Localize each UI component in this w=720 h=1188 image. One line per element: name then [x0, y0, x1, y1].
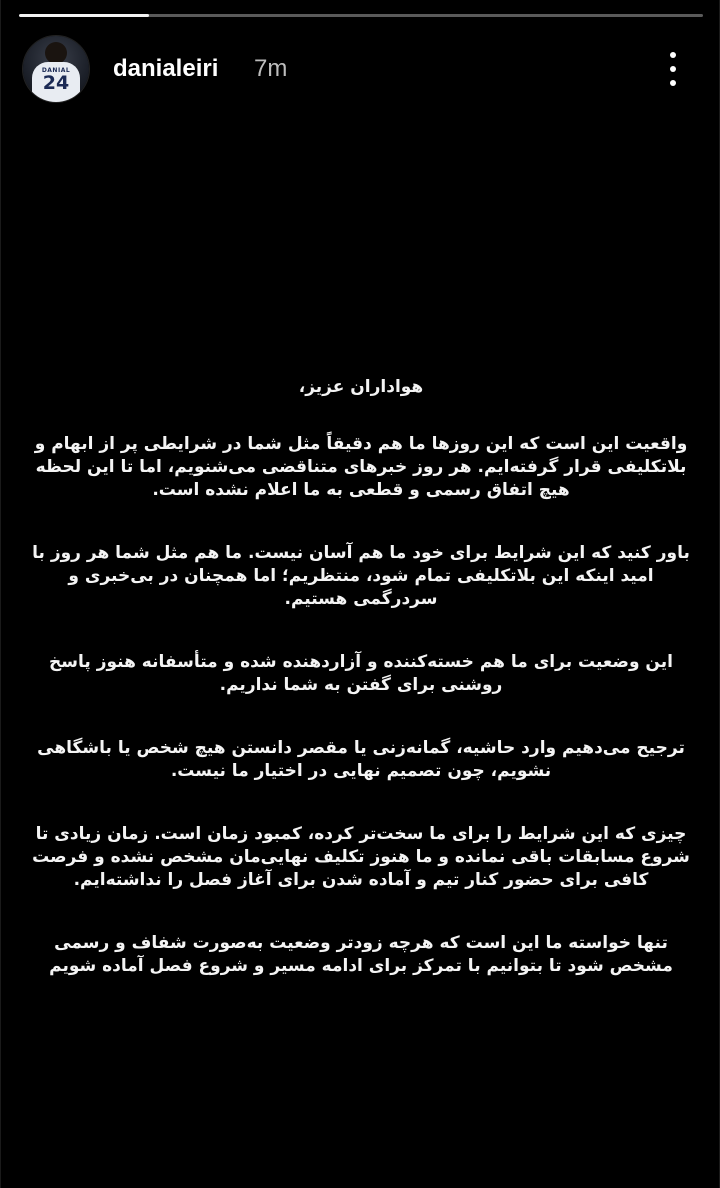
story-paragraph: باور کنید که این شرایط برای خود ما هم آسان نیست. ما هم مثل شما هر روز با امید اینکه این بلاتکلیفی تمام شود، منتظریم؛ اما همچنان در بی‌خبری و سردرگمی هستیم. — [32, 543, 690, 609]
more-options-button[interactable] — [659, 46, 687, 92]
story-timestamp: 7m — [254, 55, 288, 82]
story-paragraph: این وضعیت برای ما هم خسته‌کننده و آزاردهنده شده و متأسفانه هنوز پاسخ روشنی برای گفتن به شما نداریم. — [49, 652, 673, 695]
more-dot — [670, 66, 676, 72]
story-text-block — [31, 376, 691, 1018]
avatar-shirt — [32, 62, 80, 102]
story-paragraph: ترجیح می‌دهیم وارد حاشیه، گمانه‌زنی یا مقصر دانستن هیچ شخص یا باشگاهی نشویم، چون تصمیم نهایی در اختیار ما نیست. — [37, 738, 685, 781]
avatar-shirt-number: 24 — [42, 72, 70, 94]
story-header — [23, 36, 699, 102]
avatar-shirt-name: DANIAL — [41, 67, 71, 74]
more-dot — [670, 80, 676, 86]
avatar[interactable] — [23, 36, 89, 102]
story-paragraph: چیزی که این شرایط را برای ما سخت‌تر کرده، کمبود زمان است. زمان زیادی تا شروع مسابقات باقی نمانده و ما هنوز تکلیف نهایی‌مان مشخص نشده و فرصت کافی برای حضور کنار تیم و آماده شدن برای آغاز فصل را نداشته‌ایم. — [32, 824, 690, 890]
story-paragraph: واقعیت این است که این روزها ما هم دقیقاً مثل شما در شرایطی پر از ابهام و بلاتکلیفی قرار گرفته‌ایم. هر روز خبرهای متناقضی می‌شنویم، اما تا این لحظه هیچ اتفاق رسمی و قطعی به ما اعلام نشده است. — [34, 434, 688, 500]
more-dot — [670, 52, 676, 58]
story-greeting: هواداران عزیز، — [298, 377, 424, 397]
story-progress-fill — [19, 14, 149, 17]
username[interactable]: danialeiri — [113, 55, 219, 82]
story-progress-bar — [19, 14, 703, 17]
avatar-head — [45, 42, 67, 64]
story-paragraph: تنها خواسته ما این است که هرچه زودتر وضعیت به‌صورت شفاف و رسمی مشخص شود تا بتوانیم با تمرکز برای ادامه مسیر و شروع فصل آماده شویم — [49, 933, 673, 976]
